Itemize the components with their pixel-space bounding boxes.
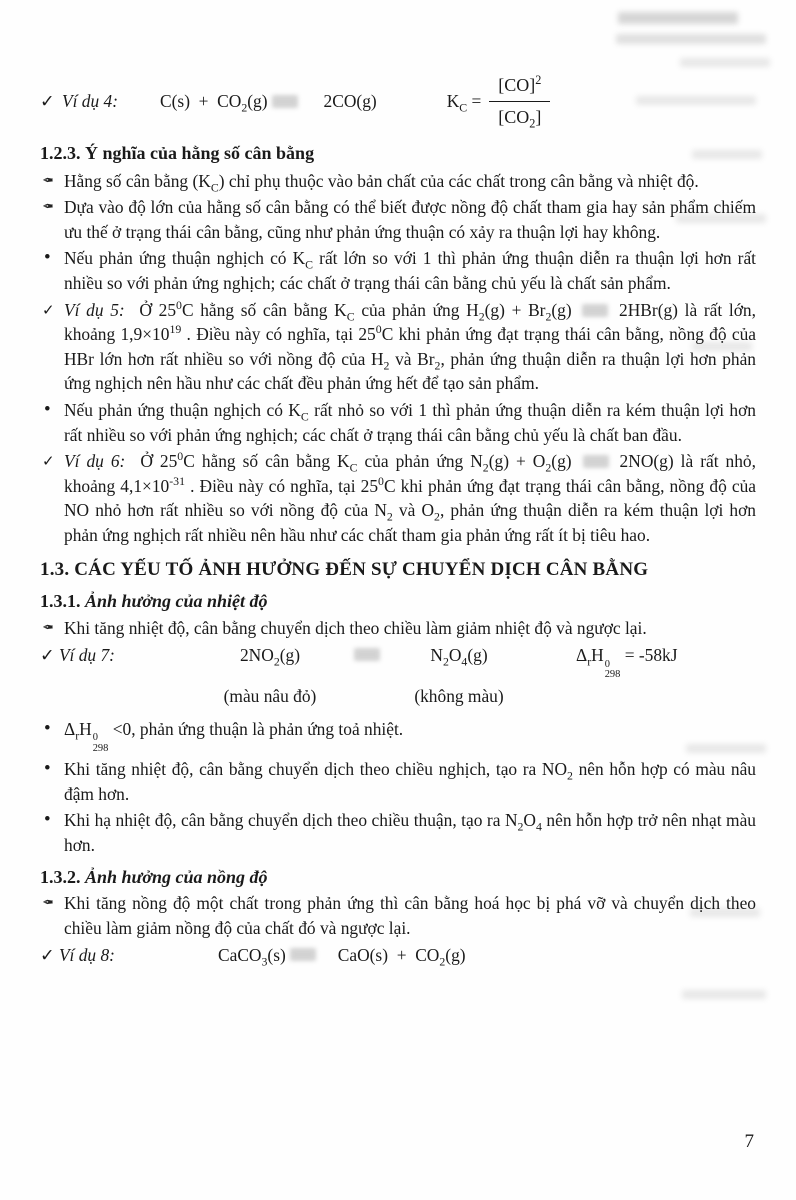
- fraction-denominator: $[CO_2]$: [498, 106, 542, 131]
- pen-icon: ✒: [42, 199, 54, 216]
- bleed-through-artifact: [682, 990, 766, 999]
- note-concentration-effect: [40, 891, 756, 940]
- bullet-text: Khi hạ nhiệt độ, cân bằng chuyển dịch theo chiều thuận, tạo ra $N_2O_4$ nên hỗn hợp trở nên nhạt màu hơn.: [64, 810, 756, 855]
- note-kc-magnitude: [40, 195, 756, 244]
- example-5-paragraph: [40, 298, 756, 396]
- bullet-icon: •: [44, 758, 51, 780]
- bleed-through-artifact: [636, 96, 756, 105]
- bullet-text: Nếu phản ứng thuận nghịch có $K_C$ rất lớn so với 1 thì phản ứng thuận diễn ra thuận lợi hơn rất nhiều so với phản ứng nghịch; các chất ở trạng thái cân bằng chủ yếu là chất sản phẩm.: [64, 248, 757, 293]
- pen-icon: ✒: [42, 619, 54, 636]
- example-4-reactants: $C(s) + CO_2(g)$: [160, 90, 268, 115]
- bullet-text: Khi tăng nhiệt độ, cân bằng chuyển dịch theo chiều nghịch, tạo ra $NO_2$ nên hỗn hợp có màu nâu đậm hơn.: [64, 759, 756, 804]
- example-7-label-cell: [40, 643, 190, 668]
- section-heading-1-3-1: [40, 589, 756, 614]
- bullet-enthalpy-negative: [40, 717, 756, 755]
- bullet-increase-temperature: [40, 757, 756, 806]
- check-icon: ✓: [40, 645, 55, 666]
- section-heading-1-2-3: 1.2.3. Ý nghĩa của hằng số cân bằng: [40, 143, 315, 163]
- bullet-kc-small: [40, 398, 756, 447]
- bleed-through-artifact: [618, 12, 738, 24]
- example-7-enthalpy: $\Delta_rH$ 0 298 = -58kJ: [576, 645, 678, 681]
- note-kc-depends-on-nature: [40, 169, 756, 194]
- bleed-through-artifact: [680, 58, 770, 67]
- bullet-text: Nếu phản ứng thuận nghịch có $K_C$ rất nhỏ so với 1 thì phản ứng thuận diễn ra kém thuận lợi hơn rất nhiều so với phản ứng nghịch; các chất ở trạng thái cân bằng chủ yếu là chất ban đầu.: [64, 399, 756, 445]
- product-color-note: (không màu): [414, 686, 504, 707]
- equilibrium-arrow-smudge: [272, 95, 298, 108]
- bullet-icon: •: [44, 398, 51, 420]
- bullet-decrease-temperature: [40, 808, 756, 857]
- heading-number: 1.3.2.: [40, 866, 81, 887]
- example-7-reactant: $2NO_2(g)$: [239, 645, 301, 669]
- page-number: 7: [744, 1131, 754, 1152]
- example-7-product: $N_2O_4(g)$: [430, 645, 488, 669]
- example-8-label: Ví dụ 8:: [58, 945, 115, 966]
- bullet-kc-large: [40, 246, 756, 295]
- pen-icon: ✒: [42, 895, 54, 912]
- example-5-label: Ví dụ 5:: [64, 299, 125, 320]
- example-4-products: 2CO(g): [323, 90, 377, 111]
- bleed-through-artifact: [692, 150, 762, 159]
- bullet-icon: •: [44, 809, 51, 831]
- example-7-row: [40, 643, 756, 681]
- example-8-label-cell: [40, 943, 190, 968]
- check-icon: ✓: [42, 300, 55, 319]
- pen-icon: ✒: [42, 172, 54, 189]
- section-heading-1-3: 1.3. CÁC YẾU TỐ ẢNH HƯỞNG ĐẾN SỰ CHUYỂN DỊCH CÂN BẰNG: [40, 558, 649, 580]
- example-4-label: Ví dụ 4:: [62, 90, 119, 111]
- kc-symbol: $K_C$ =: [446, 90, 482, 115]
- bleed-through-artifact: [616, 34, 766, 44]
- note-temperature-effect: [40, 616, 756, 641]
- reactant-color-note: (màu nâu đỏ): [223, 686, 317, 707]
- equilibrium-arrow-smudge: [290, 948, 316, 961]
- fraction-numerator: [CO]$^2$: [489, 73, 550, 102]
- check-icon: ✓: [42, 452, 55, 471]
- bullet-icon: •: [44, 718, 51, 739]
- example-7-color-notes-row: [40, 684, 756, 709]
- example-6-paragraph: [40, 449, 756, 547]
- example-6-label: Ví dụ 6:: [64, 451, 126, 472]
- bullet-icon: •: [44, 247, 51, 269]
- check-icon: ✓: [40, 945, 55, 966]
- note-text: Hằng số cân bằng $(K_C)$ chỉ phụ thuộc vào bản chất của các chất trong cân bằng và nhiệt độ.: [64, 170, 699, 195]
- bullet-text: $\Delta_rH$ 0 298 <0, phản ứng thuận là phản ứng toả nhiệt.: [64, 719, 404, 755]
- example-7-label: Ví dụ 7:: [58, 645, 115, 666]
- example-6-text: Ở $25^0C$ hằng số cân bằng $K_C$ của phản ứng $N_2(g) + O_2(g)$ 2NO(g) là rất nhỏ, khoảng $4,1\times 10^{-31}$ . Điều này có nghĩa, tại $25^0C$ khi phản ứng đạt trạng thái cân bằng, nồng độ của NO nhỏ hơn rất nhiều so với nồng độ của $N_2$ và $O_2$, phản ứng thuận diễn ra kém thuận lợi hơn phản ứng nghịch rất nhiều nên hầu như các chất tham gia phản ứng rất ít bị tiêu hao.: [64, 449, 757, 545]
- heading-title: Ảnh hưởng của nhiệt độ: [85, 591, 268, 612]
- equilibrium-arrow-smudge: [354, 648, 380, 661]
- note-text: Dựa vào độ lớn của hằng số cân bằng có thể biết được nồng độ chất tham gia hay sản phẩm chiếm ưu thế ở trạng thái cân bằng, cũng như phản ứng thuận có xảy ra thuận lợi hay không.: [64, 197, 756, 242]
- check-icon: ✓: [40, 90, 55, 111]
- note-text: Khi tăng nhiệt độ, cân bằng chuyển dịch theo chiều làm giảm nhiệt độ và ngược lại.: [64, 617, 647, 638]
- kc-fraction: [489, 73, 550, 129]
- example-5-text: Ở $25^0C$ hằng số cân bằng $K_C$ của phản ứng $H_2(g) + Br_2(g)$ 2HBr(g) là rất lớn, khoảng $1,9\times 10^{19}$ . Điều này có nghĩa, tại $25^0C$ khi phản ứng đạt trạng thái cân bằng, nồng độ của HBr lớn hơn rất nhiều so với nồng độ của $H_2$ và $Br_2$, phản ứng thuận diễn ra thuận lợi hơn phản ứng nghịch nên hầu như các chất đều phản ứng hết để tạo sản phẩm.: [64, 297, 757, 394]
- example-8-row: [40, 943, 756, 968]
- example-8-products: $CaO(s) + CO_2(g)$: [337, 945, 466, 969]
- example-8-reactant: CaCO$_3$(s): [218, 945, 286, 969]
- note-text: Khi tăng nồng độ một chất trong phản ứng thì cân bằng hoá học bị phá vỡ và chuyển dịch theo chiều làm giảm nồng độ của chất đó và ngược lại.: [64, 893, 756, 938]
- section-heading-1-3-2: [40, 865, 756, 890]
- heading-number: 1.3.1.: [40, 591, 81, 612]
- heading-title: Ảnh hưởng của nồng độ: [85, 866, 268, 887]
